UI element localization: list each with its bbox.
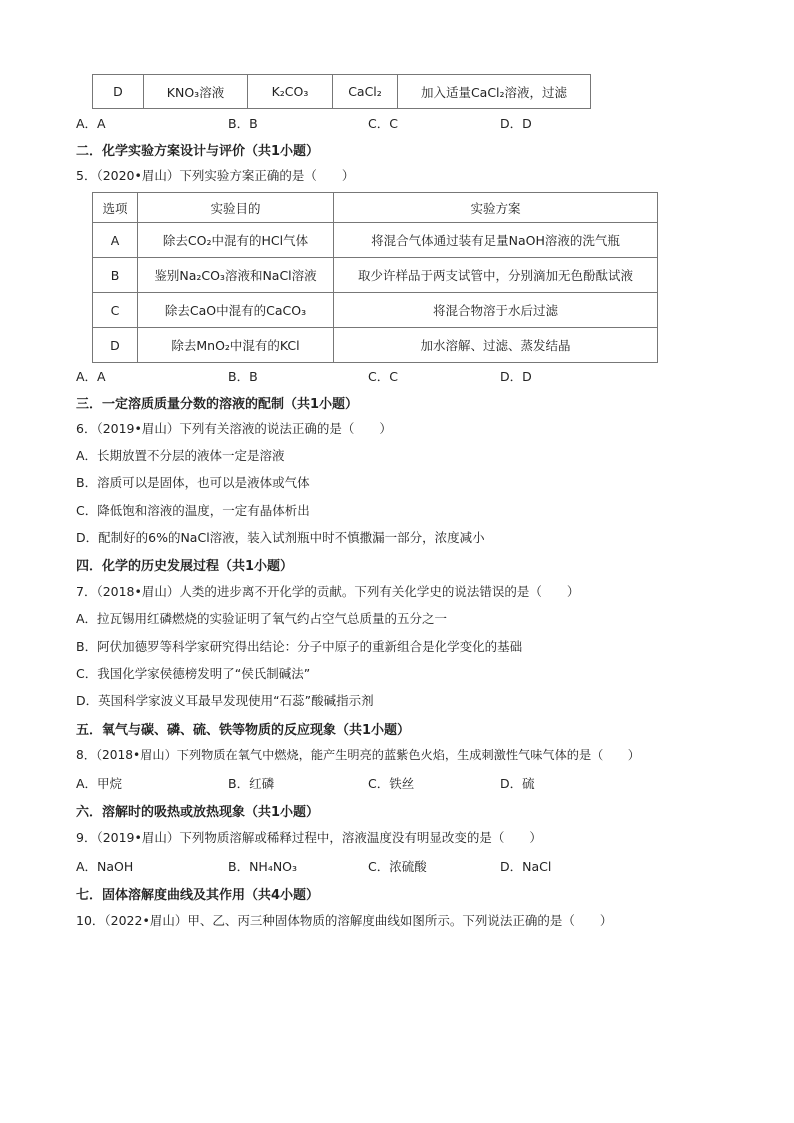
table-cell: 除去CO₂中混有的HCl气体 bbox=[138, 223, 334, 258]
option-a: A．长期放置不分层的液体一定是溶液 bbox=[76, 448, 285, 463]
option-b: B．NH₄NO₃ bbox=[228, 859, 298, 874]
table-cell: 将混合物溶于水后过滤 bbox=[334, 293, 658, 328]
option-d: D．英国科学家波义耳最早发现使用“石蕊”酸碱指示剂 bbox=[76, 693, 374, 708]
option-d: D．D bbox=[500, 369, 532, 384]
table-cell: D bbox=[93, 328, 138, 363]
table-header: 实验方案 bbox=[334, 193, 658, 223]
table-cell: 除去CaO中混有的CaCO₃ bbox=[138, 293, 334, 328]
table-row bbox=[93, 328, 658, 363]
option-a: A．NaOH bbox=[76, 859, 134, 874]
table-cell: B bbox=[93, 258, 138, 293]
question-text: 6．（2019•眉山）下列有关溶液的说法正确的是（ ） bbox=[76, 421, 392, 436]
table-cell: 鉴别Na₂CO₃溶液和NaCl溶液 bbox=[138, 258, 334, 293]
table-header-row bbox=[93, 193, 658, 223]
table-cell: 取少许样品于两支试管中，分别滴加无色酚酞试液 bbox=[334, 258, 658, 293]
option-c: C．浓硫酸 bbox=[368, 859, 427, 874]
option-a: A．拉瓦锡用红磷燃烧的实验证明了氧气约占空气总质量的五分之一 bbox=[76, 611, 448, 626]
question-text: 8．（2018•眉山）下列物质在氧气中燃烧，能产生明亮的蓝紫色火焰，生成刺激性气味气体的是（ ） bbox=[76, 748, 640, 762]
option-a: A．甲烷 bbox=[76, 776, 123, 791]
option-b: B．B bbox=[228, 116, 258, 131]
table-cell: C bbox=[93, 293, 138, 328]
option-d: D．NaCl bbox=[500, 859, 552, 874]
option-a: A．A bbox=[76, 369, 106, 384]
table-header: 选项 bbox=[93, 193, 138, 223]
option-d: D．D bbox=[500, 116, 532, 131]
table-row bbox=[93, 293, 658, 328]
section-heading: 六．溶解时的吸热或放热现象（共1小题） bbox=[76, 805, 320, 820]
option-d: D．硫 bbox=[500, 776, 535, 791]
table-cell: D bbox=[93, 75, 144, 109]
section-heading: 七．固体溶解度曲线及其作用（共4小题） bbox=[76, 888, 320, 903]
table-cell: A bbox=[93, 223, 138, 258]
option-b: B．红磷 bbox=[228, 776, 275, 791]
option-c: C．C bbox=[368, 116, 398, 131]
option-b: B．阿伏加德罗等科学家研究得出结论：分子中原子的重新组合是化学变化的基础 bbox=[76, 639, 523, 654]
table-row bbox=[93, 75, 591, 109]
table-cell: 加入适量CaCl₂溶液，过滤 bbox=[398, 75, 591, 109]
option-d: D．配制好的6%的NaCl溶液，装入试剂瓶中时不慎撒漏一部分，浓度减小 bbox=[76, 530, 485, 545]
section-heading: 三．一定溶质质量分数的溶液的配制（共1小题） bbox=[76, 397, 359, 412]
question-text: 9．（2019•眉山）下列物质溶解或稀释过程中，溶液温度没有明显改变的是（ ） bbox=[76, 830, 542, 845]
section-heading: 四．化学的历史发展过程（共1小题） bbox=[76, 559, 294, 574]
option-a: A．A bbox=[76, 116, 106, 131]
top-table bbox=[92, 74, 591, 109]
option-c: C．C bbox=[368, 369, 398, 384]
table-header: 实验目的 bbox=[138, 193, 334, 223]
option-c: C．铁丝 bbox=[368, 776, 415, 791]
table-row bbox=[93, 223, 658, 258]
question-text: 5．（2020•眉山）下列实验方案正确的是（ ） bbox=[76, 168, 355, 183]
section-heading: 五．氧气与碳、磷、硫、铁等物质的反应现象（共1小题） bbox=[76, 723, 411, 738]
table-cell: 将混合气体通过装有足量NaOH溶液的洗气瓶 bbox=[334, 223, 658, 258]
table-cell: 加水溶解、过滤、蒸发结晶 bbox=[334, 328, 658, 363]
table-cell: CaCl₂ bbox=[333, 75, 398, 109]
option-b: B．溶质可以是固体，也可以是液体或气体 bbox=[76, 475, 310, 490]
option-c: C．降低饱和溶液的温度，一定有晶体析出 bbox=[76, 503, 310, 518]
table-row bbox=[93, 258, 658, 293]
experiment-table bbox=[92, 192, 658, 363]
question-text: 10．（2022•眉山）甲、乙、丙三种固体物质的溶解度曲线如图所示。下列说法正确的是（ ） bbox=[76, 913, 613, 928]
table-cell: K₂CO₃ bbox=[248, 75, 333, 109]
section-heading: 二．化学实验方案设计与评价（共1小题） bbox=[76, 144, 320, 159]
table-cell: KNO₃溶液 bbox=[144, 75, 248, 109]
option-b: B．B bbox=[228, 369, 258, 384]
option-c: C．我国化学家侯德榜发明了“侯氏制碱法” bbox=[76, 666, 311, 681]
question-text: 7．（2018•眉山）人类的进步离不开化学的贡献。下列有关化学史的说法错误的是（ ） bbox=[76, 584, 580, 599]
table-cell: 除去MnO₂中混有的KCl bbox=[138, 328, 334, 363]
